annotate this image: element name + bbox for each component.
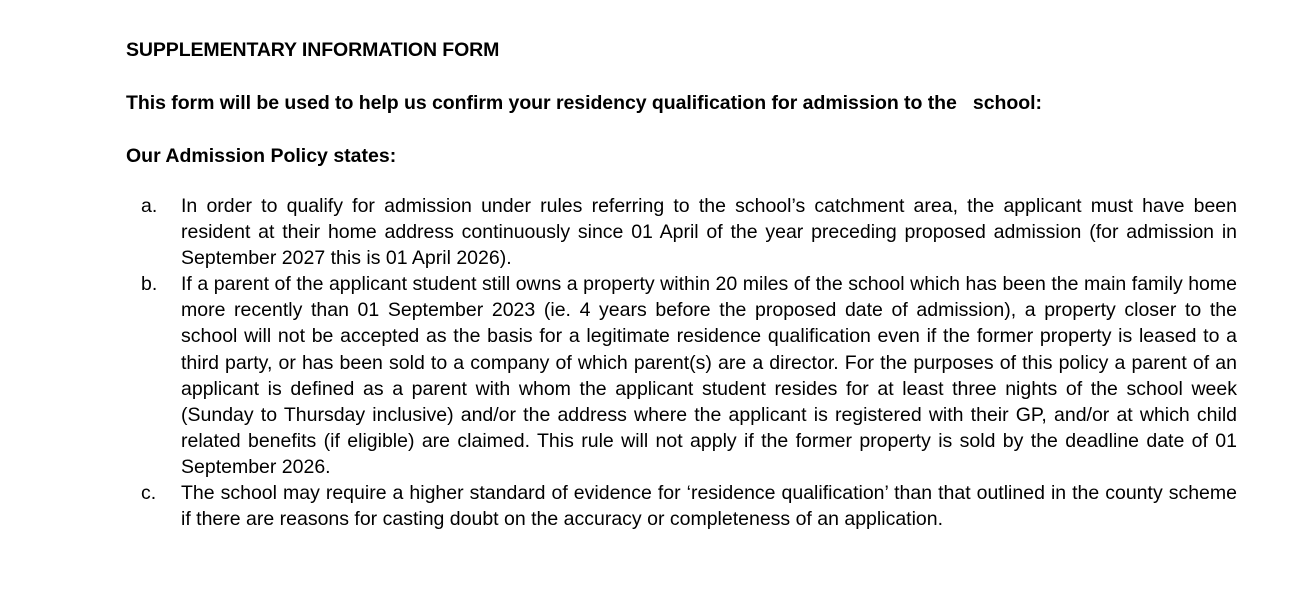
form-intro: This form will be used to help us confirm your residency qualification for admission to the school: <box>126 92 1042 114</box>
list-marker: b. <box>141 273 158 296</box>
policy-item-c <box>126 480 1237 532</box>
list-marker: c. <box>141 482 157 505</box>
policy-item-text: If a parent of the applicant student still owns a property within 20 miles of the school which has been the main family home more recently than 01 September 2023 (ie. 4 years before the proposed date of admission), a property closer to the school will not be accepted as the basis for a legitimate residence qualification even if the former property is leased to a third party, or has been sold to a company of which parent(s) are a director. For the purposes of this policy a parent of an applicant is defined as a parent with whom the applicant student resides for at least three nights of the school week (Sunday to Thursday inclusive) and/or the address where the applicant is registered with their GP, and/or at which child related benefits (if eligible) are claimed. This rule will not apply if the former property is sold by the deadline date of 01 September 2026. <box>181 273 1237 478</box>
policy-item-text: In order to qualify for admission under rules referring to the school’s catchment area, the applicant must have been resident at their home address continuously since 01 April of the year preceding proposed admission (for admission in September 2027 this is 01 April 2026). <box>181 195 1237 270</box>
policy-list <box>126 193 1237 532</box>
list-marker: a. <box>141 195 158 217</box>
policy-item-a <box>126 193 1237 271</box>
form-title: SUPPLEMENTARY INFORMATION FORM <box>126 39 500 61</box>
policy-item-text: The school may require a higher standard of evidence for ‘residence qualification’ than that outlined in the county scheme if there are reasons for casting doubt on the accuracy or completeness of an application. <box>181 482 1237 531</box>
policy-item-b <box>126 271 1237 480</box>
policy-heading: Our Admission Policy states: <box>126 145 397 167</box>
